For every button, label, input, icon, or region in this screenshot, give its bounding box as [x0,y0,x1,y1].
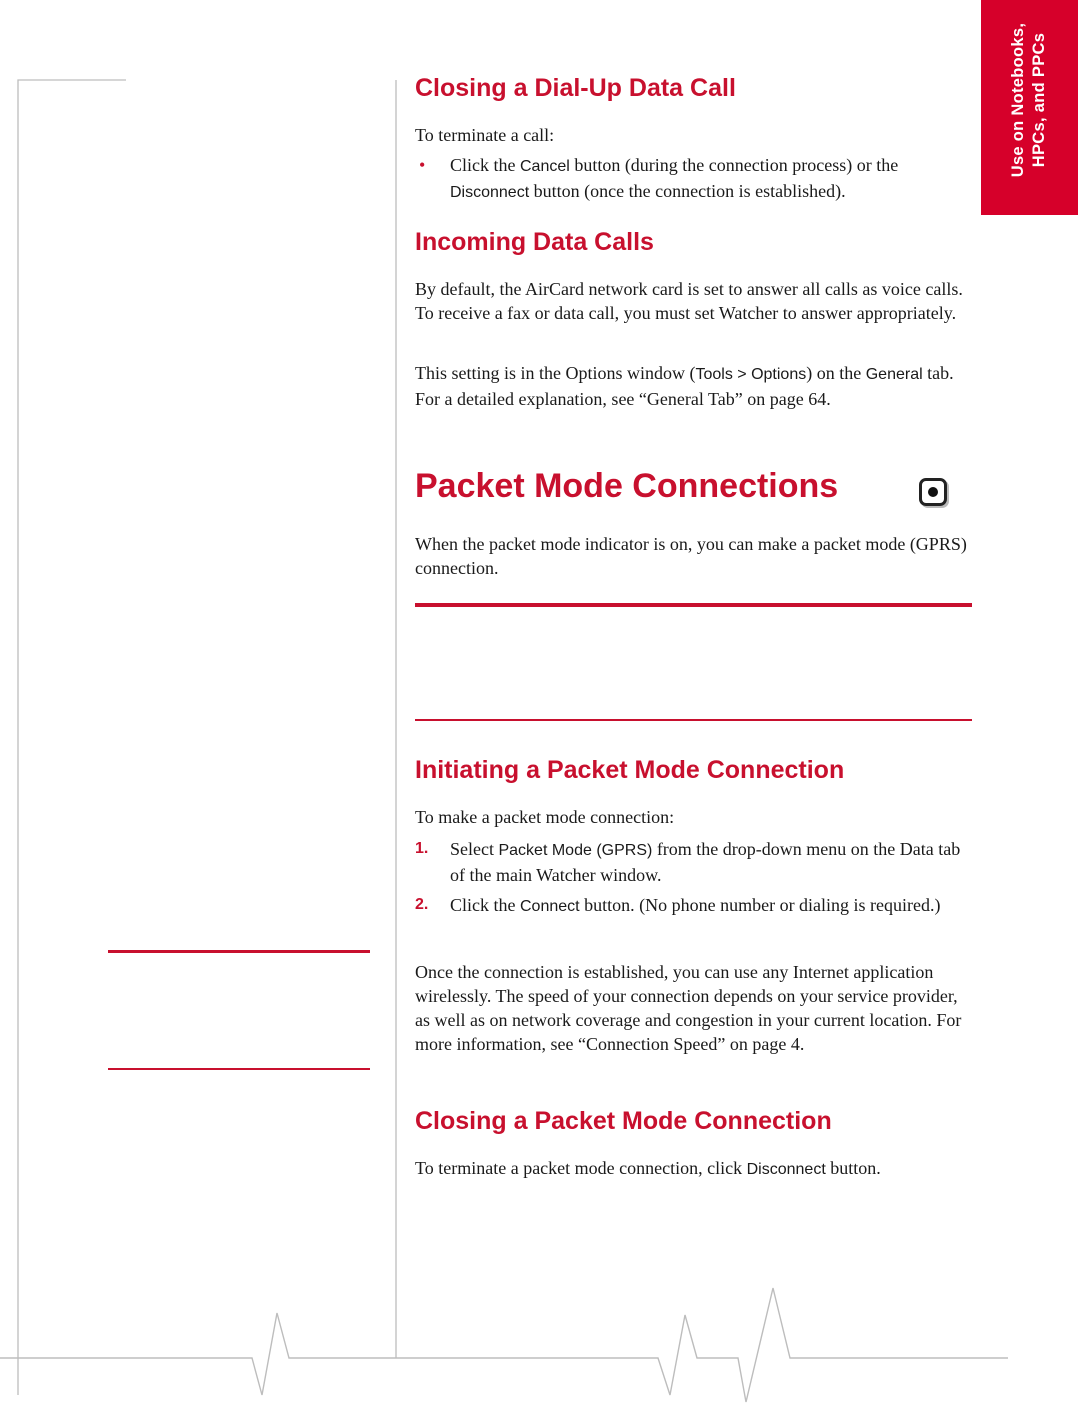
s3-paragraph: When the packet mode indicator is on, you can make a packet mode (GPRS) connection. [415,534,967,578]
side-tab-label: Use on Notebooks, HPCs, and PPCs [1009,22,1048,178]
heading-packet-mode-connections: Packet Mode Connections [415,467,839,505]
margin-rule-bottom [108,1068,370,1070]
note-rule-bottom [415,719,972,721]
s1-bullet-text: Click the Cancel button (during the connection process) or the Disconnect button (once the connection is established). [450,155,899,201]
footer-pulse-line [0,1288,1008,1402]
s4-intro: To make a packet mode connection: [415,807,675,827]
margin-rule-top [108,950,370,953]
heading-closing-dialup: Closing a Dial-Up Data Call [415,74,736,102]
s2-paragraph-1: By default, the AirCard network card is set to answer all calls as voice calls. To receive a fax or data call, you must set Watcher to answer appropriately. [415,279,963,323]
disconnect-ui-ref: Disconnect [746,1161,826,1178]
bullet-marker: • [419,155,426,175]
s2-paragraph-2: This setting is in the Options window (Tools > Options) on the General tab. For a detailed explanation, see “General Tab” on page 64. [415,363,954,409]
cancel-ui-ref: Cancel [520,158,570,175]
general-tab-ui-ref: General [865,366,923,383]
s4-paragraph: Once the connection is established, you can use any Internet application wirelessly. The speed of your connection depends on your service provider, as well as on network coverage and congestion in your current location. For more information, see “Connection Speed” on page 4. [415,962,962,1054]
heading-incoming-data-calls: Incoming Data Calls [415,228,654,256]
s1-intro: To terminate a call: [415,125,555,145]
step-2-number: 2. [415,896,429,913]
packet-mode-indicator-icon [919,478,947,506]
step-1-number: 1. [415,840,429,857]
packet-mode-gprs-ui-ref: Packet Mode (GPRS) [498,842,653,859]
top-left-corner-line [18,80,126,1395]
step-1-text: Select Packet Mode (GPRS) from the drop-down menu on the Data tab of the main Watcher window. [450,839,961,885]
heading-closing-packet-mode: Closing a Packet Mode Connection [415,1107,832,1135]
heading-initiating-packet-mode: Initiating a Packet Mode Connection [415,756,845,784]
connect-ui-ref: Connect [520,898,580,915]
tools-options-ui-ref: Tools > Options [695,366,807,383]
section-side-tab [981,0,1078,215]
step-2-text: Click the Connect button. (No phone number or dialing is required.) [450,895,941,915]
note-rule-top [415,603,972,607]
disconnect-ui-ref: Disconnect [450,184,530,201]
s5-paragraph: To terminate a packet mode connection, click Disconnect button. [415,1158,881,1178]
